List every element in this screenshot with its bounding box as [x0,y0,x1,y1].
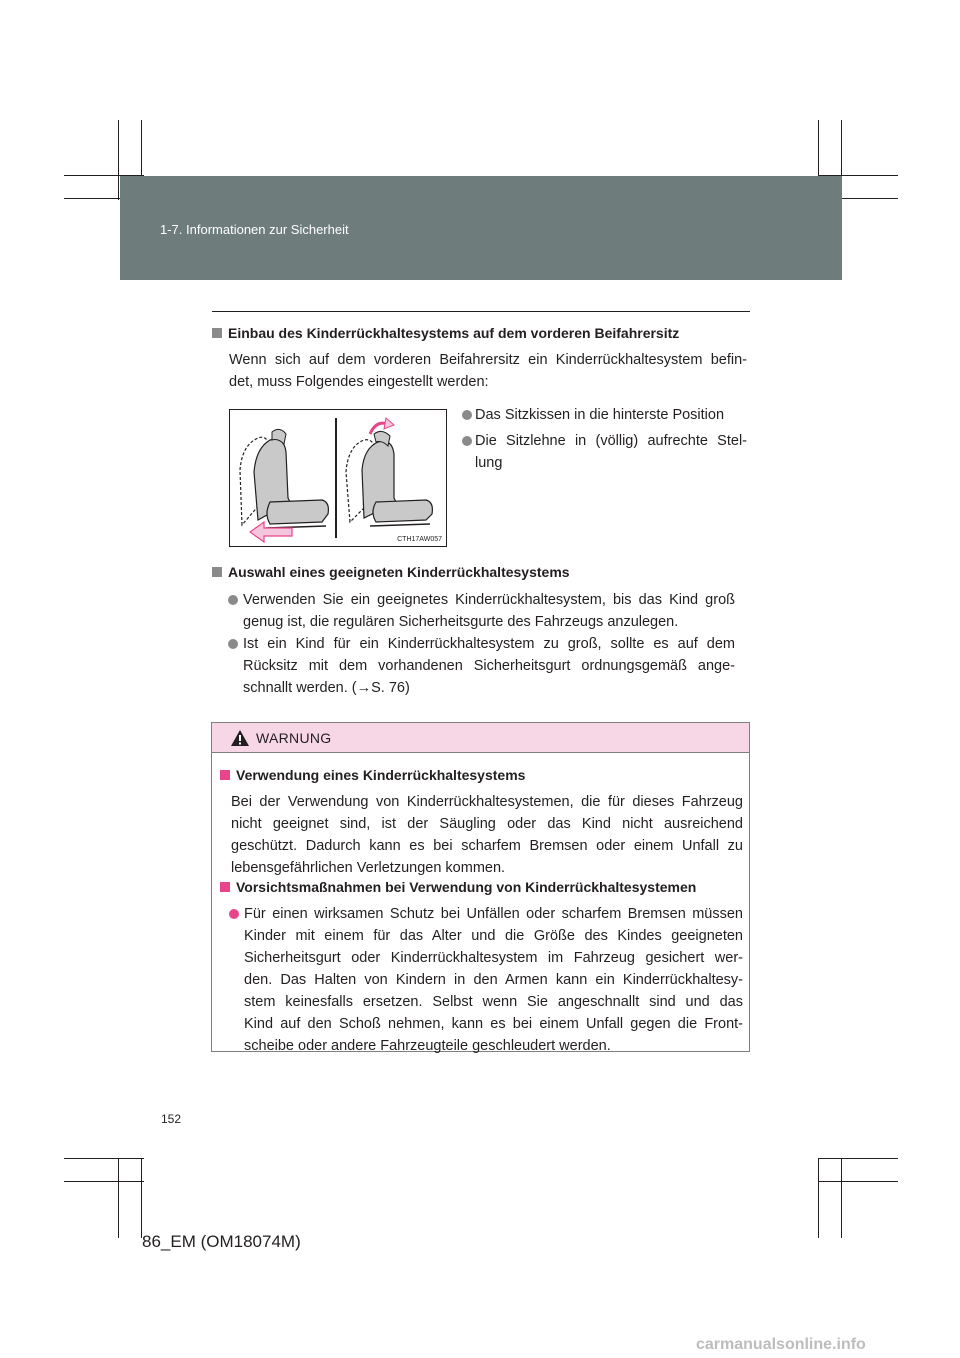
heading-text: Einbau des Kinderrückhaltesystems auf dem vorderen Beifahrersitz [228,325,680,341]
bullet-text: Verwenden Sie ein geeignetes Kinderrückhaltesystem, bis das Kind groß [243,592,735,608]
bullet-text: Das Sitzkissen in die hinterste Position [475,407,725,423]
warning-triangle-icon [230,729,250,747]
section-heading [212,564,570,580]
warning-line: nicht geeignet sind, ist der Säugling oder das Kind nicht ausreichend [231,816,743,832]
warning-line: geschützt. Dadurch kann es bei scharfem Bremsen oder einem Unfall zu [231,838,743,854]
square-bullet-icon [220,882,230,892]
square-bullet-icon [212,567,222,577]
intro-line: Wenn sich auf dem vorderen Beifahrersitz ein Kinderrückhaltesystem befin- [229,352,747,368]
square-bullet-icon [220,770,230,780]
crop-mark [118,1158,119,1238]
warning-line: Sicherheitsgurt oder Kinderrückhaltesystem im Fahrzeug gesichert wer- [244,950,743,966]
section-heading [212,325,679,341]
warning-title: WARNUNG [256,730,332,746]
square-bullet-icon [212,328,222,338]
bullet-dot-icon [228,639,238,649]
crop-mark [841,1158,842,1238]
bullet-text: lung [475,455,503,471]
figure-code: CTH17AW057 [397,536,442,543]
warning-line: stem keinesfalls ersetzen. Selbst wenn Sie angeschnallt sind und das [244,994,743,1010]
warning-heading [220,767,525,783]
warning-line: Kind auf den Schoß nehmen, kann es bei einem Unfall gegen die Front- [244,1016,743,1032]
crop-mark [64,1181,144,1182]
crop-mark [118,120,119,200]
crop-mark [141,1158,142,1238]
bullet-text: Ist ein Kind für ein Kinderrückhaltesystem zu groß, sollte es auf dem [243,636,735,652]
crop-mark [818,1181,898,1182]
warning-line: Kinder mit einem für das Alter und die Größe des Kindes geeigneten [244,928,743,944]
warning-line: den. Das Halten von Kindern in den Armen kann ein Kinderrückhaltesy- [244,972,743,988]
page-number: 152 [161,1112,182,1126]
warning-line: Bei der Verwendung von Kinderrückhaltesystemen, die für dieses Fahrzeug [231,794,743,810]
bullet-dot-icon [229,909,239,919]
bullet-text: schnallt werden. (→S. 76) [243,680,410,696]
seat-drawing [230,410,446,546]
warning-line: Für einen wirksamen Schutz bei Unfällen oder scharfem Bremsen müssen [244,906,743,922]
bullet-text: Die Sitzlehne in (völlig) aufrechte Stel- [475,433,747,449]
warning-line: lebensgefährlichen Verletzungen kommen. [231,860,506,876]
bullet-text: genug ist, die regulären Sicherheitsgurte des Fahrzeugs anzulegen. [243,614,679,630]
warning-header [212,723,749,753]
warning-line: scheibe oder andere Fahrzeugteile geschleudert werden. [244,1038,611,1054]
divider [212,311,750,312]
heading-text: Vorsichtsmaßnahmen bei Verwendung von Kinderrückhaltesystemen [236,879,697,895]
bullet-text: Rücksitz mit dem vorhandenen Sicherheitsgurt ordnungsgemäß ange- [243,658,735,674]
seat-illustration [229,409,447,547]
section-title: 1-7. Informationen zur Sicherheit [160,222,349,237]
watermark: carmanualsonline.info [696,1336,866,1353]
crop-mark [818,1158,898,1159]
heading-text: Auswahl eines geeigneten Kinderrückhaltesystems [228,564,570,580]
warning-heading [220,879,696,895]
bullet-dot-icon [462,410,472,420]
heading-text: Verwendung eines Kinderrückhaltesystems [236,767,526,783]
crop-mark [64,1158,144,1159]
intro-line: det, muss Folgendes eingestellt werden: [229,374,489,390]
crop-mark [818,1158,819,1238]
bullet-dot-icon [228,595,238,605]
bullet-dot-icon [462,436,472,446]
warning-box [211,722,750,1052]
document-code: 86_EM (OM18074M) [142,1232,301,1251]
